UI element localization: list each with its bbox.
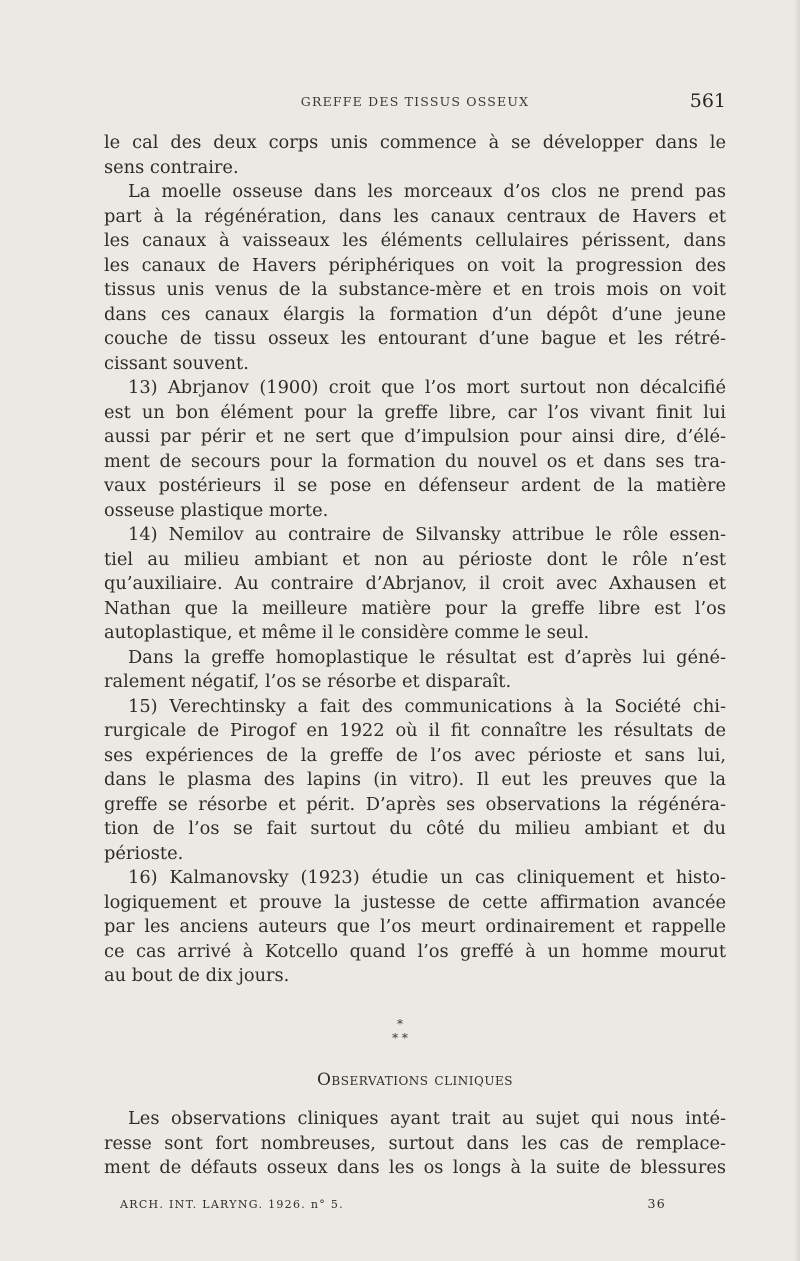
text-line: rurgicale de Pirogof en 1922 où il fit connaître les résultats de (104, 720, 726, 741)
page-number: 561 (689, 90, 726, 112)
body-text (104, 131, 726, 989)
text-line: est un bon élément pour la greffe libre, car l’os vivant finit lui (104, 401, 726, 423)
text-line: Nathan que la meilleure matière pour la greffe libre est l’os (104, 597, 726, 619)
text-line: couche de tissu osseux les entourant d’une bague et les rétré- (104, 328, 726, 349)
text-line: sens contraire. (104, 156, 239, 178)
text-line: dans le plasma des lapins (in vitro). Il eut les preuves que la (104, 769, 726, 790)
text-line: osseuse plastique morte. (104, 499, 329, 521)
text-line: au bout de dix jours. (104, 965, 290, 986)
section-body-text (104, 1107, 726, 1181)
text-line: les canaux de Havers périphériques on voit la progression des (104, 254, 726, 276)
signature-mark: 36 (647, 1196, 666, 1211)
text-line: part à la régénération, dans les canaux centraux de Havers et (104, 205, 726, 227)
text-line: tion de l’os se fait surtout du côté du milieu ambiant et du (104, 818, 726, 839)
text-line: par les anciens auteurs que l’os meurt ordinairement et rappelle (104, 916, 726, 937)
section-title (104, 1070, 726, 1090)
text-line: périoste. (104, 842, 184, 864)
text-line: ce cas arrivé à Kotcello quand l’os greffé à un homme mourut (104, 940, 726, 962)
text-line: logiquement et prouve la justesse de cette affirmation avancée (104, 891, 726, 913)
text-line: Dans la greffe homoplastique le résultat est d’après lui géné- (128, 646, 726, 668)
text-line: tissus unis venus de la substance-mère et en trois mois on voit (104, 279, 726, 300)
text-line: ses expériences de la greffe de l’os avec périoste et sans lui, (104, 744, 726, 766)
text-line: les canaux à vaisseaux les éléments cellulaires périssent, dans (104, 230, 726, 251)
text-line: dans ces canaux élargis la formation d’un dépôt d’une jeune (104, 303, 726, 325)
text-line: 13) Abrjanov (1900) croit que l’os mort surtout non décalcifié (128, 377, 726, 398)
page-edge-shadow (794, 0, 800, 1261)
text-line: tiel au milieu ambiant et non au périoste dont le rôle n’est (104, 548, 726, 570)
text-line: vaux postérieurs il se pose en défenseur ardent de la matière (104, 475, 726, 496)
text-line: Les observations cliniques ayant trait au sujet qui nous inté- (128, 1108, 726, 1129)
text-line: 15) Verechtinsky a fait des communications à la Société chi- (128, 695, 726, 717)
page-header (104, 92, 726, 116)
text-line: aussi par périr et ne sert que d’impulsion pour ainsi dire, d’élé- (104, 426, 726, 447)
text-line: autoplastique, et même il le considère comme le seul. (104, 622, 590, 643)
text-line: greffe se résorbe et périt. D’après ses observations la régénéra- (104, 793, 726, 815)
text-line: ment de secours pour la formation du nouvel os et dans ses tra- (104, 450, 726, 472)
section-title-text: Observations cliniques (317, 1070, 513, 1090)
journal-reference: ARCH. INT. LARYNG. 1926. n° 5. (120, 1198, 344, 1211)
text-line: qu’auxiliaire. Au contraire d’Abrjanov, il croit avec Axhausen et (104, 573, 726, 594)
text-line: 14) Nemilov au contraire de Silvansky attribue le rôle essen- (128, 524, 726, 545)
page-footer (120, 1196, 680, 1216)
running-title: GREFFE DES TISSUS OSSEUX (300, 94, 530, 109)
dinkus-bottom: * * (392, 1031, 408, 1045)
text-line: La moelle osseuse dans les morceaux d’os clos ne prend pas (128, 181, 726, 202)
text-line: le cal des deux corps unis commence à se développer dans le (104, 132, 726, 153)
text-line: 16) Kalmanovsky (1923) étudie un cas cliniquement et histo- (128, 867, 726, 888)
text-line: resse sont fort nombreuses, surtout dans les cas de remplace- (104, 1132, 726, 1154)
text-line: cissant souvent. (104, 352, 249, 374)
dinkus-top: * (397, 1017, 403, 1031)
text-line: ment de défauts osseux dans les os longs à la suite de blessures (104, 1157, 726, 1178)
text-line: ralement négatif, l’os se résorbe et disparaît. (104, 671, 512, 692)
